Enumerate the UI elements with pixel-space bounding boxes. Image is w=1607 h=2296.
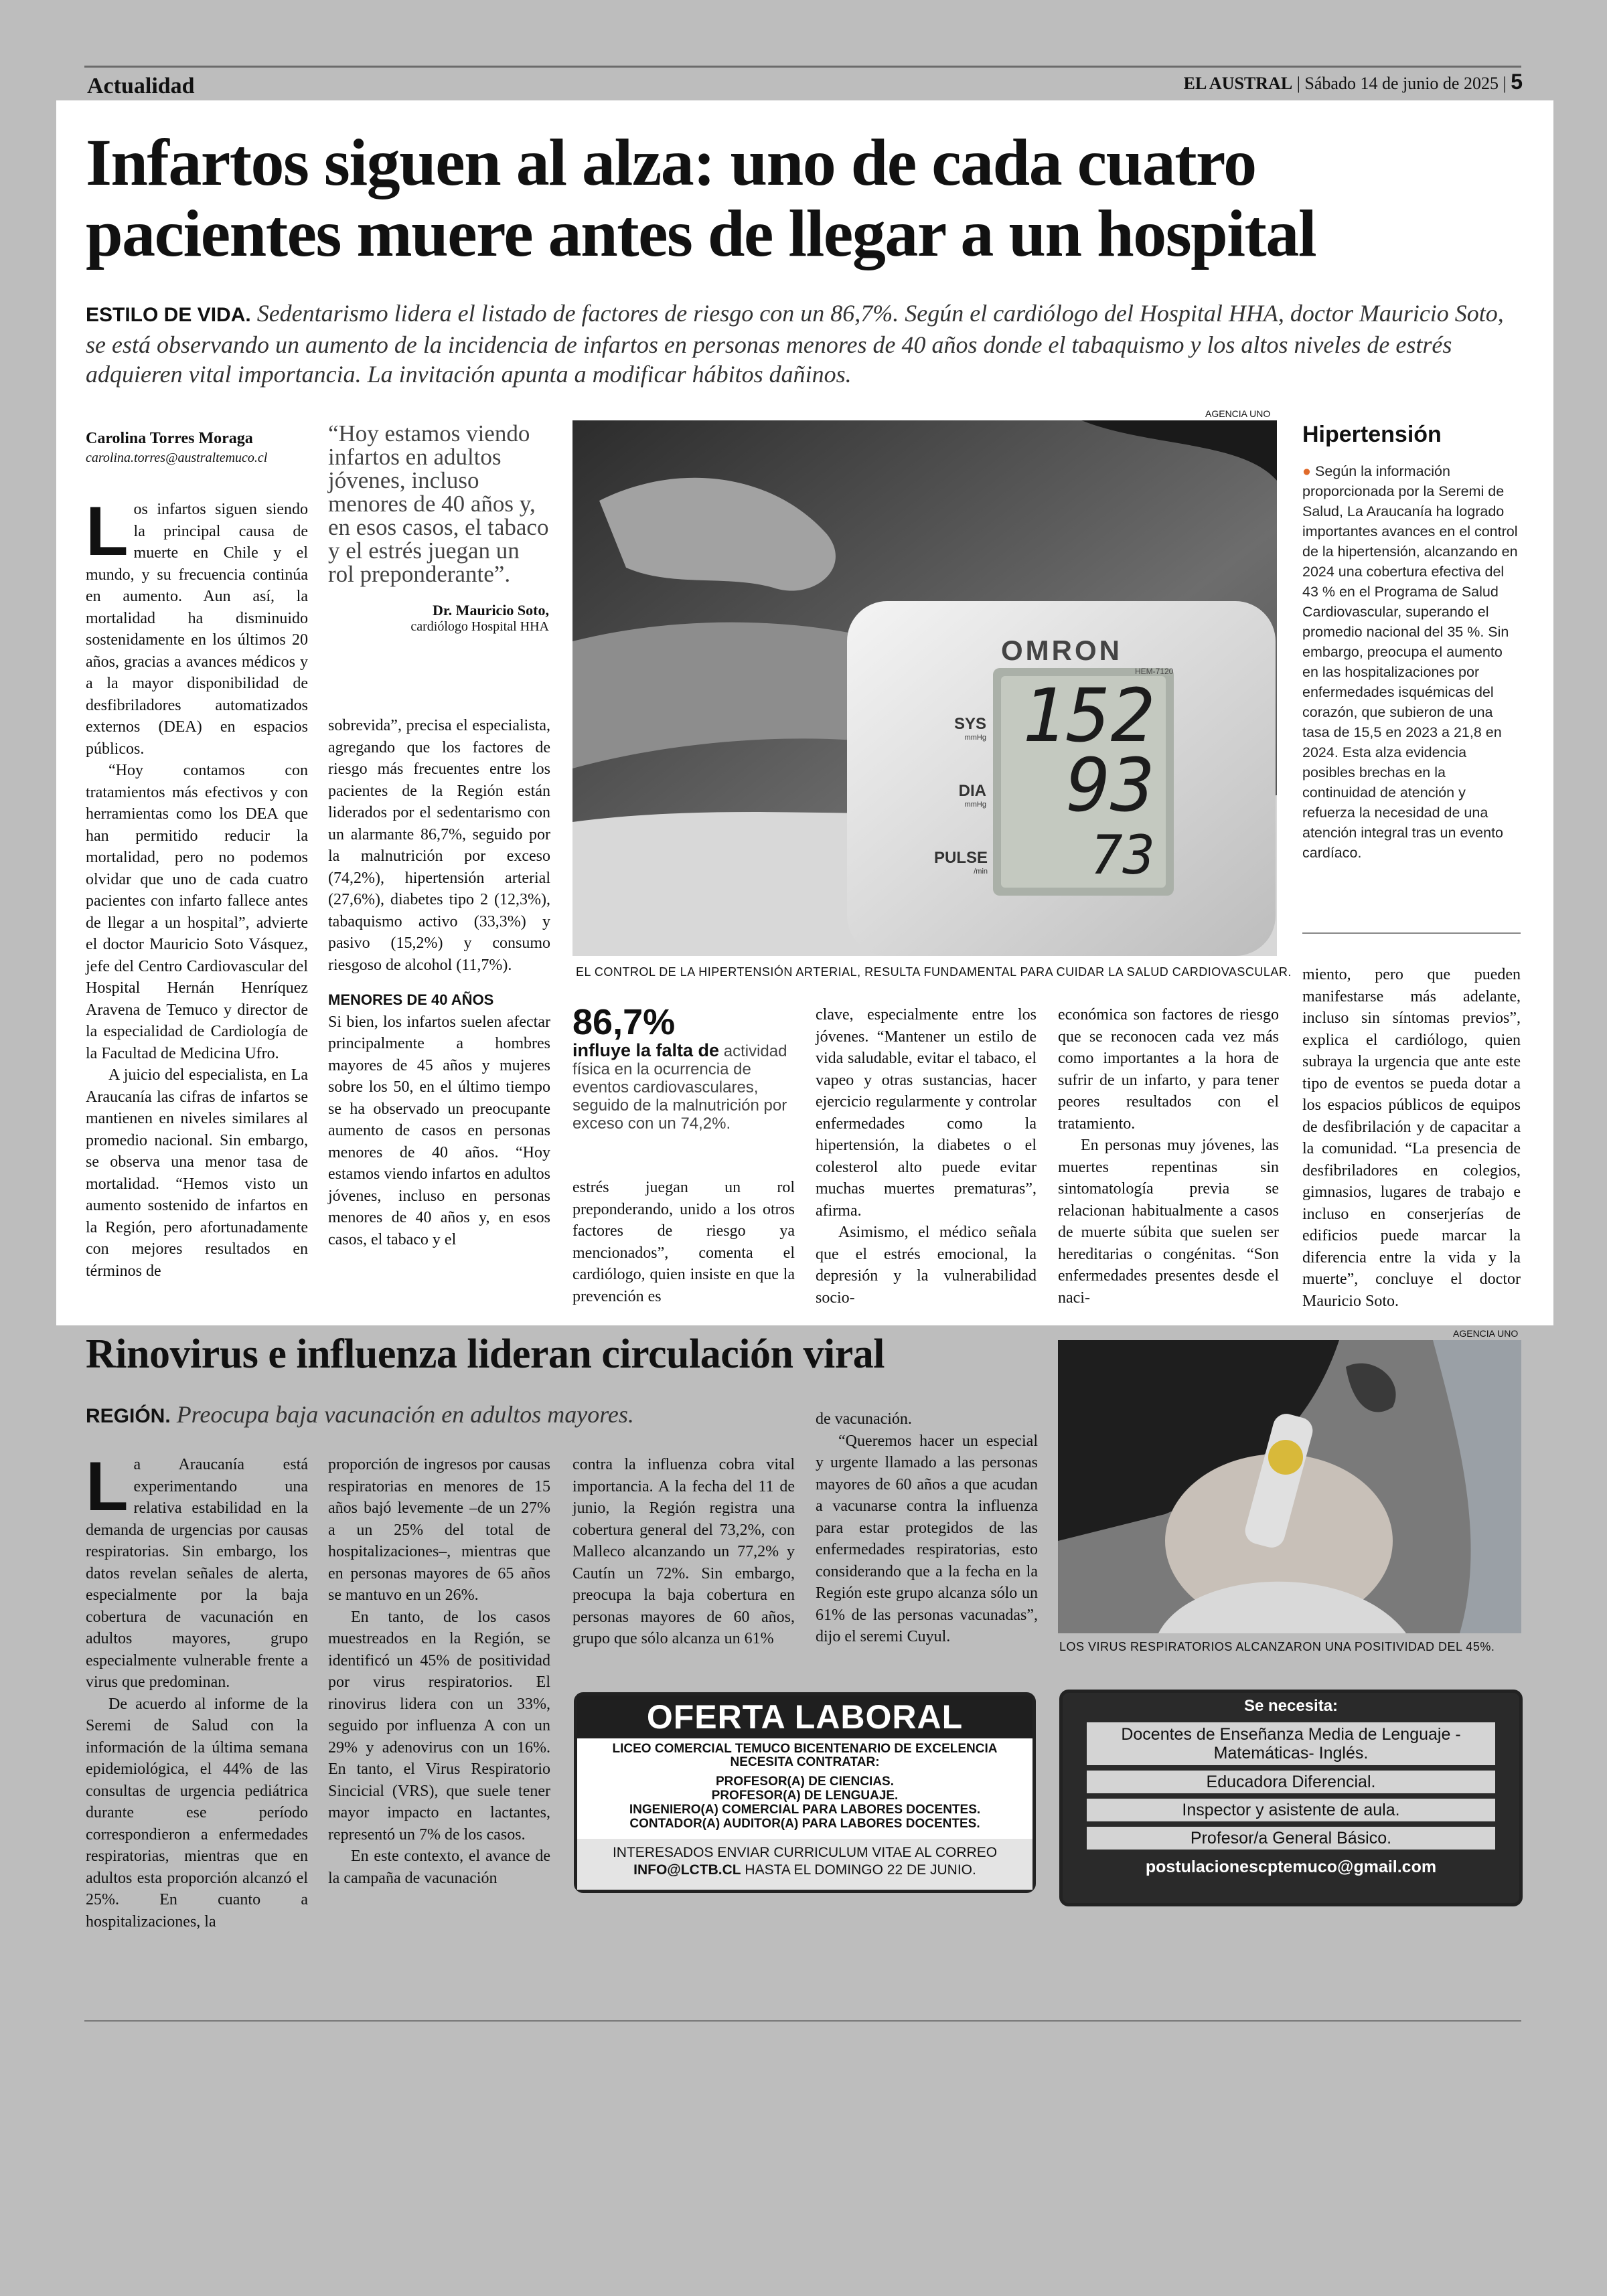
job-ad-org: LICEO COMERCIAL TEMUCO BICENTENARIO DE EXCELENCIA NECESITA CONTRATAR: — [612, 1742, 998, 1769]
paragraph: En este contexto, el avance de la campaña de vacunación — [328, 1848, 550, 1887]
article2-lead-text: Preocupa baja vacunación en adultos mayores. — [176, 1401, 634, 1428]
article2-kicker: REGIÓN. — [86, 1405, 171, 1427]
sys-label: SYS mmHg — [953, 715, 986, 742]
stat-text-rest: actividad física en la ocurrencia de eventos cardiovasculares, seguido de la malnutrición por exceso con un 74,2%. — [572, 1042, 787, 1133]
paragraph: miento, pero que pueden manifestarse más adelante, incluso sin síntomas previos”, explica el cardiólogo, quien subraya la urgencia que ante este tipo de eventos se pueda dotar a los espacios públicos de equipos de desfibrilación y de capacitar a la comunidad. “La presencia de desfibriladores en colegios, gimnasios, lugares de trabajo e incluso en conserjerías de edificios puede marcar la diferencia entre la vida y la muerte”, concluye el doctor Mauricio Soto. — [1302, 966, 1521, 1310]
bullet-icon: ● — [1302, 463, 1311, 479]
folio-separator: | — [1296, 74, 1305, 93]
title-line-2: pacientes muere antes de llegar a un hospital — [86, 196, 1316, 270]
paragraph: La Araucanía está experimentando una relativa estabilidad en la demanda de urgencias por causas respiratorias. Sin embargo, los datos revelan señales de alerta, especialmente por la baja cobertura de vacunación en adultos mayores, grupo especialmente vulnerable frente a virus que predominan. — [86, 1448, 308, 1691]
folio — [1184, 70, 1523, 94]
paragraph: estrés juegan un rol preponderando, unido a los otros factores de riesgo ya mencionados”, comenta el cardiólogo, quien insiste en que la prevención es — [572, 1179, 795, 1305]
job-ad-email[interactable]: INFO@LCTB.CL — [633, 1862, 741, 1878]
dia-reading: 93 — [1066, 742, 1155, 828]
paragraph: de vacunación. — [816, 1410, 912, 1428]
article2-column-3 — [572, 1454, 795, 1650]
pull-quote — [328, 422, 549, 635]
article2-title: Rinovirus e influenza lideran circulación viral — [86, 1331, 885, 1377]
paragraph: A juicio del especialista, en La Araucanía las cifras de infartos se mantienen en niveles similares al promedio nacional. Sin embargo, se observa una menor tasa de mortalidad. “Hemos visto un aumento sostenido de infartos en la Región, pero afortunadamente con mejores resultados en términos de — [86, 1066, 308, 1280]
job-ad-list — [577, 1775, 1032, 1831]
article-column-6 — [1302, 964, 1521, 1312]
monitor-model: HEM-7120 — [1135, 667, 1174, 676]
sidebar-title: Hipertensión — [1302, 422, 1442, 447]
article-column-3 — [572, 1177, 795, 1307]
article-column-2 — [328, 715, 550, 1250]
author-email: carolina.torres@australtemuco.cl — [86, 450, 268, 465]
article-column-4 — [816, 1004, 1037, 1309]
byline — [86, 430, 313, 466]
paragraph: De acuerdo al informe de la Seremi de Salud con la información de la última semana epidemiológica, el 44% de las consultas de urgencia pediátrica durante ese período correspondieron a enfermedades respiratorias, mientras que en adultos esta proporción alcanzó el 25%. En cuanto a hospitalizaciones, la — [86, 1695, 308, 1931]
sys-reading: 152 — [1022, 673, 1155, 758]
sidebar-text: ● Según la información proporcionada por la Seremi de Salud, La Araucanía ha logrado importantes avances en el control de la hipertensión, alcanzando en 2024 una cobertura efectiva del 43 % en el Programa de Salud Cardiovascular, superando el promedio nacional del 35 %. Sin embargo, preocupa el aumento en las hospitalizaciones por enfermedades isquémicas del corazón, que subieron de una tasa de 15,5 en 2023 a 21,8 en 2024. Esta alza evidencia posibles brechas en la continuidad de atención y refuerza la necesidad de una atención integral tras un evento cardíaco. — [1302, 463, 1518, 861]
paper-name: EL AUSTRAL — [1183, 74, 1293, 93]
hiring-email[interactable]: postulacionescptemuco@gmail.com — [1145, 1858, 1437, 1876]
stat-text-bold: influye la falta de — [572, 1040, 720, 1060]
job-item: PROFESOR(A) DE CIENCIAS. — [715, 1775, 895, 1789]
stat-text — [572, 1042, 793, 1133]
paragraph: Si bien, los infartos suelen afectar principalmente a hombres mayores de 45 años y mujeres sobre los 50, en el último tiempo se ha observado un preocupante aumento de casos en personas menores de 40 años. “Hoy estamos viendo infartos en adultos jóvenes, incluso en personas menores de 40 años y, en esos casos, el tabaco y el — [328, 1013, 550, 1248]
vaccination-illustration — [1058, 1340, 1521, 1633]
paragraph: proporción de ingresos por causas respiratorias en menores de 15 años bajó levemente –de un 27% a un 25% del total de hospitalizaciones–, mientras que en personas mayores de 65 años se mantuvo en un 26%. — [328, 1456, 550, 1604]
blood-pressure-photo — [572, 420, 1277, 956]
article2-column-1 — [86, 1448, 308, 1931]
hiring-item: Profesor/a General Básico. — [1087, 1827, 1495, 1850]
paragraph: En personas muy jóvenes, las muertes repentinas sin sintomatología previa se relacionan habitualmente a casos de muerte súbita que suelen ser hereditarias o congénitas. “Son enfermedades presentes desde el naci- — [1058, 1137, 1279, 1307]
lead-kicker: ESTILO DE VIDA. — [86, 304, 251, 326]
paragraph: “Queremos hacer un especial y urgente llamado a las personas mayores de 60 años a que acudan a vacunarse contra la influenza para estar protegidos de las enfermedades respiratorias, esto considerando que a la fecha en la Región este grupo alcanza sólo un 61% de las personas vacunadas”, dijo el seremi Cuyul. — [816, 1432, 1038, 1645]
section-label: Actualidad — [87, 74, 195, 98]
sidebar — [1302, 422, 1521, 863]
article2-column-2 — [328, 1454, 550, 1889]
paragraph: contra la influenza cobra vital importancia. A la fecha del 11 de junio, la Región registra una cobertura general del 73,2%, con Malleco alcanzando un 77,2% y Cautín un 72%. Sin embargo, preocupa la baja cobertura en personas mayores de 60 años, grupo que sólo alcanza un 61% — [572, 1456, 795, 1647]
photo2-credit: AGENCIA UNO — [1453, 1328, 1519, 1339]
article-column-1 — [86, 493, 308, 1302]
blood-pressure-illustration — [572, 420, 1277, 956]
lead-text: Sedentarismo lidera el listado de factores de riesgo con un 86,7%. Según el cardiólogo del Hospital HHA, doctor Mauricio Soto, se está observando un aumento de la incidencia de infartos en personas menores de 40 años donde el tabaquismo y los altos niveles de estrés adquieren vital importancia. La invitación apunta a modificar hábitos dañinos. — [86, 300, 1504, 388]
stat-value: 86,7% — [572, 1002, 676, 1042]
vaccination-photo — [1058, 1340, 1521, 1633]
sidebar-rule — [1302, 932, 1521, 934]
paragraph: económica son factores de riesgo que se reconocen cada vez más como importantes a la hora de sufrir de un infarto, y para tener peores resultados con el tratamiento. — [1058, 1006, 1279, 1133]
title-line-1: Infartos siguen al alza: uno de cada cuatro — [86, 125, 1256, 199]
paragraph: Los infartos siguen siendo la principal causa de muerte en Chile y el mundo, y su frecuencia continúa en aumento. Aun así, la mortalidad ha disminuido sostenidamente en los últimos 20 años, gracias a avances médicos y a la mayor disponibilidad de desfibriladores automatizados externos (DEA) en espacios públicos. — [86, 493, 308, 758]
paragraph: Asimismo, el médico señala que el estrés emocional, la depresión y la vulnerabilidad socio- — [816, 1224, 1037, 1307]
quote-text: “Hoy estamos viendo infartos en adultos jóvenes, incluso menores de 40 años y, en esos casos, el tabaco y el estrés juegan un rol preponderante”. — [328, 420, 549, 587]
pulse-reading: 73 — [1090, 824, 1155, 886]
subhead: MENORES DE 40 AÑOS — [328, 991, 494, 1008]
monitor-brand: OMRON — [1001, 635, 1122, 666]
article2-column-4 — [816, 1408, 1038, 1648]
paragraph: sobrevida”, precisa el especialista, agregando que los factores de riesgo más frecuentes entre los pacientes de la Región están liderados por el sedentarismo con un alarmante 86,7%, seguido por la malnutrición por exceso (74,2%), hipertensión arterial (27,6%), diabetes tipo 2 (12,3%), tabaquismo activo (33,3%) y pasivo (15,2%) y consumo riesgoso de alcohol (11,7%). — [328, 717, 550, 974]
job-ad-title: OFERTA LABORAL — [577, 1696, 1032, 1738]
article-title — [86, 127, 1316, 269]
photo2-caption: LOS VIRUS RESPIRATORIOS ALCANZARON UNA POSITIVIDAD DEL 45%. — [1059, 1640, 1495, 1653]
folio-separator: | — [1503, 74, 1511, 93]
article2-lead — [86, 1400, 634, 1428]
job-ad-box — [574, 1692, 1036, 1893]
issue-date: Sábado 14 de junio de 2025 — [1304, 74, 1499, 93]
job-item: CONTADOR(A) AUDITOR(A) PARA LABORES DOCENTES. — [629, 1817, 980, 1831]
article-column-5 — [1058, 1004, 1279, 1309]
top-rule — [84, 66, 1521, 68]
article-lead — [86, 299, 1509, 389]
drop-cap: L — [86, 1448, 129, 1526]
photo-credit: AGENCIA UNO — [1205, 408, 1271, 419]
author-name: Carolina Torres Moraga — [86, 430, 253, 447]
hiring-item: Educadora Diferencial. — [1087, 1771, 1495, 1793]
hiring-item: Inspector y asistente de aula. — [1087, 1799, 1495, 1821]
page-number: 5 — [1511, 70, 1523, 94]
job-ad-footer: INTERESADOS ENVIAR CURRICULUM VITAE AL CORREO INFO@LCTB.CL HASTA EL DOMINGO 22 DE JUNIO. — [577, 1839, 1032, 1890]
photo-caption: EL CONTROL DE LA HIPERTENSIÓN ARTERIAL, RESULTA FUNDAMENTAL PARA CUIDAR LA SALUD CARDIOVASCULAR. — [576, 965, 1292, 979]
paragraph: En tanto, de los casos muestreados en la Región, se identificó un 45% de positividad por virus respiratorios. El rinovirus lidera con un 33%, seguido por influenza A con un 29% y adenovirus con un 16%. En tanto, el Virus Respiratorio Sincicial (VRS), que suele tener mayor impacto en lactantes, representó un 7% de los casos. — [328, 1608, 550, 1843]
paragraph: clave, especialmente entre los jóvenes. “Mantener un estilo de vida saludable, evitar el tabaco, el vapeo y otras sustancias, hacer ejercicio regularmente y controlar enfermedades como la hipertensión, la diabetes o el colesterol alto puede evitar muchas muertes prematuras”, afirma. — [816, 1006, 1037, 1220]
hiring-item: Docentes de Enseñanza Media de Lenguaje -Matemáticas- Inglés. — [1087, 1722, 1495, 1765]
quote-role: cardiólogo Hospital HHA — [410, 619, 549, 634]
drop-cap: L — [86, 493, 129, 570]
pulse-label: PULSE /min — [933, 849, 988, 876]
hiring-ad-box — [1059, 1690, 1523, 1906]
bottom-rule — [84, 2020, 1521, 2022]
job-item: INGENIERO(A) COMERCIAL PARA LABORES DOCENTES. — [629, 1803, 981, 1817]
paragraph: “Hoy contamos con tratamientos más efectivos y con herramientas como los DEA que han permitido reducir la mortalidad, pero no podemos olvidar que uno de cada cuatro pacientes con infarto fallece antes de llegar a un hospital”, advierte el doctor Mauricio Soto Vásquez, jefe del Centro Cardiovascular del Hospital Hernán Henríquez Aravena de Temuco y director de la especialidad de Cardiología de la Facultad de Medicina Ufro. — [86, 762, 308, 1062]
stat-highlight — [572, 1003, 793, 1133]
dia-label: DIA mmHg — [958, 782, 986, 809]
quote-name: Dr. Mauricio Soto, — [433, 602, 549, 619]
hiring-ad-title: Se necesita: — [1243, 1697, 1338, 1715]
job-item: PROFESOR(A) DE LENGUAJE. — [711, 1789, 899, 1803]
